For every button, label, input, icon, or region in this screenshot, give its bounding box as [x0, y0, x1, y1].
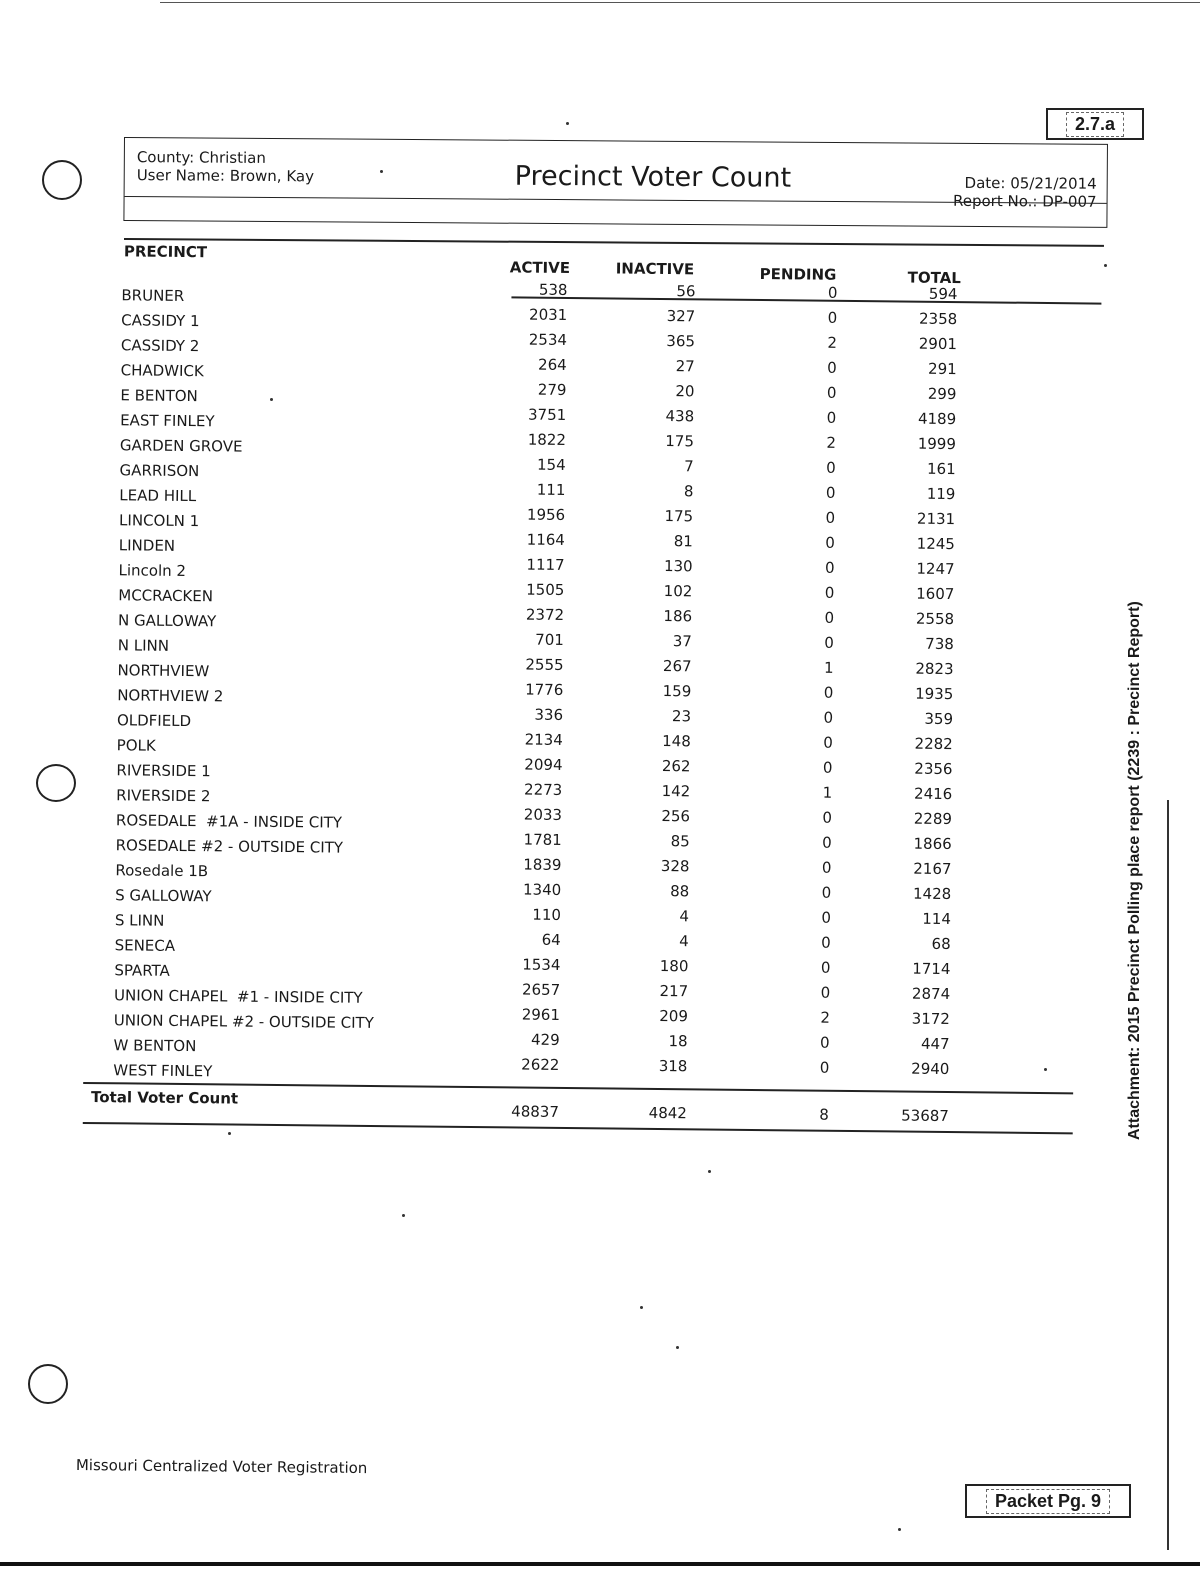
- total-count: 68: [931, 934, 951, 954]
- precinct-name: UNION CHAPEL #2 - OUTSIDE CITY: [113, 1011, 374, 1032]
- report-meta: [953, 174, 1097, 211]
- pending-count: 0: [819, 1058, 830, 1077]
- inactive-count: 267: [662, 657, 692, 676]
- punch-hole-middle: [36, 764, 76, 802]
- scan-speck: [380, 170, 383, 173]
- active-count: 2961: [521, 1005, 561, 1024]
- total-count: 2131: [916, 509, 956, 529]
- inactive-count: 318: [658, 1056, 688, 1076]
- scan-speck: [898, 1528, 901, 1531]
- precinct-name: UNION CHAPEL #1 - INSIDE CITY: [114, 986, 363, 1007]
- precinct-name: POLK: [116, 736, 156, 755]
- inactive-count: 56: [676, 282, 696, 301]
- pending-count: 1: [823, 658, 834, 677]
- inactive-count: 85: [670, 832, 690, 851]
- attachment-side-label: Attachment: 2015 Precinct Polling place report (2239 : Precinct Report): [1126, 601, 1143, 1140]
- scan-speck: [1104, 264, 1107, 267]
- pending-count: 0: [826, 383, 837, 402]
- pending-count: 0: [822, 758, 833, 777]
- precinct-name: N GALLOWAY: [117, 611, 217, 631]
- precinct-name: GARDEN GROVE: [119, 436, 243, 456]
- scan-speck: [676, 1346, 679, 1349]
- inactive-count: 148: [662, 731, 691, 751]
- pending-count: 0: [820, 958, 831, 977]
- pending-count: 0: [827, 283, 838, 302]
- pending-count: 2: [820, 1008, 831, 1027]
- pending-count: 0: [821, 908, 832, 927]
- pending-count: 0: [820, 1033, 830, 1052]
- inactive-count: 4: [679, 907, 690, 926]
- precinct-name: E BENTON: [120, 386, 198, 406]
- active-count: 701: [535, 630, 564, 649]
- precinct-name: Lincoln 2: [118, 561, 187, 581]
- active-count: 1117: [526, 555, 565, 574]
- pending-count: 0: [820, 983, 831, 1002]
- total-count: 594: [928, 284, 958, 304]
- pending-count: 0: [823, 708, 834, 727]
- column-header-active: ACTIVE: [509, 258, 571, 278]
- total-count: 1935: [915, 684, 954, 704]
- inactive-count: 37: [672, 632, 692, 651]
- pending-count: 0: [825, 508, 836, 527]
- inactive-count: 23: [671, 707, 692, 726]
- pending-count: 0: [821, 858, 832, 877]
- inactive-count: 175: [665, 432, 695, 451]
- total-count: 161: [926, 459, 956, 479]
- total-count: 2823: [915, 659, 954, 679]
- active-count: 1781: [523, 830, 562, 849]
- inactive-count: 209: [659, 1006, 689, 1026]
- packet-page-label: Packet Pg. 9: [986, 1489, 1110, 1514]
- packet-page-tag: [965, 1484, 1131, 1518]
- precinct-name: CASSIDY 1: [121, 311, 200, 331]
- inactive-count: 4: [679, 932, 689, 951]
- pending-count: 0: [826, 458, 836, 477]
- punch-hole-top: [42, 160, 82, 200]
- scan-speck: [708, 1170, 711, 1173]
- active-count: 2033: [523, 805, 563, 824]
- inactive-count: 186: [663, 607, 693, 626]
- active-count: 429: [530, 1030, 560, 1049]
- pending-count: 0: [824, 633, 834, 652]
- active-count: 2031: [528, 305, 568, 324]
- active-count: 2622: [521, 1055, 560, 1074]
- report-number: Report No.: DP-007: [952, 191, 1097, 211]
- active-count: 3751: [527, 405, 567, 424]
- total-count: 2289: [913, 809, 953, 829]
- active-count: 336: [534, 705, 564, 724]
- precinct-name: W BENTON: [113, 1036, 197, 1056]
- inactive-count: 328: [660, 856, 690, 876]
- scan-speck: [1044, 1068, 1047, 1071]
- inactive-count: 20: [675, 382, 695, 401]
- pending-count: 0: [827, 308, 838, 327]
- total-count: 1866: [913, 834, 952, 854]
- precinct-name: RIVERSIDE 2: [116, 786, 211, 806]
- total-count: 1607: [916, 584, 955, 604]
- pending-count: 0: [823, 733, 833, 752]
- agenda-item-label: 2.7.a: [1066, 112, 1124, 137]
- inactive-count: 130: [663, 557, 693, 576]
- total-count: 2416: [913, 784, 953, 804]
- total-count: 2358: [918, 309, 958, 329]
- inactive-count: 8: [683, 482, 694, 501]
- pending-count: 0: [821, 933, 831, 952]
- scan-speck: [228, 1132, 231, 1135]
- inactive-count: 217: [659, 981, 689, 1001]
- active-count: 1340: [522, 880, 562, 899]
- precinct-name: WEST FINLEY: [113, 1061, 213, 1081]
- total-count: 1428: [912, 884, 952, 904]
- active-count: 110: [532, 905, 562, 924]
- scan-speck: [566, 122, 569, 125]
- inactive-count: 18: [668, 1032, 688, 1051]
- total-count: 2874: [911, 984, 951, 1004]
- active-count: 2372: [525, 605, 565, 624]
- scan-speck: [402, 1214, 405, 1217]
- column-header-precinct: PRECINCT: [123, 242, 208, 262]
- total-count: 2940: [911, 1059, 950, 1079]
- active-count: 2555: [525, 655, 564, 674]
- precinct-name: SPARTA: [114, 961, 170, 980]
- pending-count: 2: [826, 433, 837, 452]
- total-count: 3172: [911, 1009, 951, 1029]
- pending-count: 0: [824, 583, 835, 602]
- total-count: 2558: [915, 609, 955, 629]
- top-edge-rule: [160, 2, 1200, 3]
- active-count: 264: [538, 355, 567, 374]
- inactive-count: 438: [665, 407, 695, 426]
- total-count: 1245: [916, 534, 955, 554]
- precinct-name: CHADWICK: [120, 361, 204, 381]
- precinct-name: S GALLOWAY: [115, 886, 212, 906]
- total-count: 1714: [912, 959, 951, 979]
- total-count: 114: [922, 909, 952, 929]
- precinct-name: OLDFIELD: [116, 711, 192, 731]
- total-count: 2356: [914, 759, 953, 779]
- total-total: 53687: [901, 1106, 949, 1126]
- inactive-count: 327: [666, 307, 696, 326]
- active-count: 538: [538, 280, 568, 299]
- precinct-name: Rosedale 1B: [115, 861, 209, 881]
- precinct-name: LINCOLN 1: [118, 511, 200, 531]
- total-count: 1247: [916, 559, 955, 579]
- precinct-name: N LINN: [117, 636, 170, 655]
- inactive-count: 256: [661, 806, 691, 826]
- inactive-count: 365: [666, 332, 696, 351]
- precinct-name: LEAD HILL: [119, 486, 197, 506]
- total-count: 738: [925, 634, 954, 654]
- footer-source: Missouri Centralized Voter Registration: [75, 1456, 368, 1478]
- total-count: 2167: [913, 859, 952, 879]
- inactive-count: 102: [663, 582, 693, 601]
- inactive-count: 180: [659, 956, 689, 976]
- scan-speck: [270, 398, 273, 401]
- active-count: 1839: [523, 855, 562, 874]
- active-count: 2534: [528, 330, 568, 349]
- county-line: County: Christian: [136, 148, 266, 167]
- scan-speck: [640, 1306, 643, 1309]
- active-count: 2134: [524, 730, 563, 749]
- pending-count: 0: [826, 408, 837, 427]
- pending-count: 0: [824, 558, 835, 577]
- total-inactive: 4842: [648, 1103, 688, 1123]
- pending-count: 0: [823, 683, 834, 702]
- pending-count: 0: [822, 833, 832, 852]
- pending-count: 0: [825, 483, 836, 502]
- active-count: 2094: [524, 755, 563, 774]
- precinct-name: S LINN: [114, 911, 165, 930]
- report-date: Date: 05/21/2014: [964, 173, 1097, 193]
- column-header-total: TOTAL: [907, 268, 961, 288]
- active-count: 2273: [524, 780, 563, 799]
- active-count: 1164: [526, 530, 565, 549]
- inactive-count: 27: [675, 357, 695, 376]
- column-header-pending: PENDING: [759, 264, 837, 284]
- active-count: 111: [536, 480, 566, 499]
- inactive-count: 142: [661, 781, 691, 801]
- report-header: [123, 137, 1108, 228]
- precinct-name: LINDEN: [118, 536, 176, 555]
- precinct-name: CASSIDY 2: [120, 336, 200, 356]
- active-count: 1505: [526, 580, 565, 599]
- total-count: 119: [926, 484, 956, 504]
- inactive-count: 159: [662, 682, 692, 701]
- active-count: 1956: [526, 505, 566, 524]
- active-count: 1776: [525, 680, 564, 699]
- inactive-count: 81: [673, 532, 693, 551]
- bottom-edge-rule: [0, 1562, 1200, 1566]
- precinct-name: ROSEDALE #1A - INSIDE CITY: [115, 811, 343, 832]
- precinct-name: NORTHVIEW 2: [117, 686, 224, 706]
- total-count: 2901: [918, 334, 958, 354]
- pending-count: 0: [825, 533, 835, 552]
- active-count: 64: [541, 930, 561, 949]
- total-count: 4189: [917, 409, 957, 429]
- precinct-name: NORTHVIEW: [117, 661, 210, 681]
- active-count: 154: [536, 455, 566, 474]
- total-count: 291: [927, 359, 957, 379]
- pending-count: 0: [822, 808, 833, 827]
- pending-count: 1: [822, 783, 833, 802]
- right-margin-rule: [1167, 800, 1169, 1550]
- total-count: 447: [920, 1034, 950, 1054]
- pending-count: 0: [827, 358, 837, 377]
- active-count: 279: [537, 380, 567, 399]
- active-count: 2657: [521, 980, 561, 999]
- pending-count: 2: [827, 333, 838, 352]
- total-pending: 8: [819, 1105, 829, 1124]
- report-title: Precinct Voter Count: [514, 160, 792, 194]
- precinct-name: GARRISON: [119, 461, 200, 481]
- inactive-count: 175: [664, 507, 694, 526]
- inactive-count: 7: [684, 457, 694, 476]
- total-count: 1999: [917, 434, 957, 454]
- precinct-name: SENECA: [114, 936, 176, 955]
- total-active: 48837: [511, 1102, 560, 1121]
- total-count: 2282: [914, 734, 953, 754]
- active-count: 1822: [527, 430, 567, 449]
- precinct-name: ROSEDALE #2 - OUTSIDE CITY: [115, 836, 344, 857]
- precinct-name: EAST FINLEY: [120, 411, 215, 431]
- inactive-count: 262: [661, 756, 691, 776]
- column-header-inactive: INACTIVE: [615, 259, 695, 279]
- pending-count: 0: [821, 883, 832, 902]
- total-count: 359: [924, 709, 954, 729]
- user-line: User Name: Brown, Kay: [136, 166, 315, 186]
- pending-count: 0: [824, 608, 835, 627]
- precinct-name: RIVERSIDE 1: [116, 761, 211, 781]
- county-info: [137, 148, 315, 185]
- precinct-name: BRUNER: [121, 286, 185, 305]
- total-count: 299: [927, 384, 957, 404]
- punch-hole-bottom: [28, 1364, 68, 1404]
- agenda-item-tag: [1046, 108, 1144, 140]
- voter-count-table: [82, 242, 1092, 1172]
- total-label: Total Voter Count: [90, 1088, 239, 1108]
- precinct-name: MCCRACKEN: [118, 586, 214, 606]
- inactive-count: 88: [670, 882, 690, 901]
- active-count: 1534: [522, 955, 561, 974]
